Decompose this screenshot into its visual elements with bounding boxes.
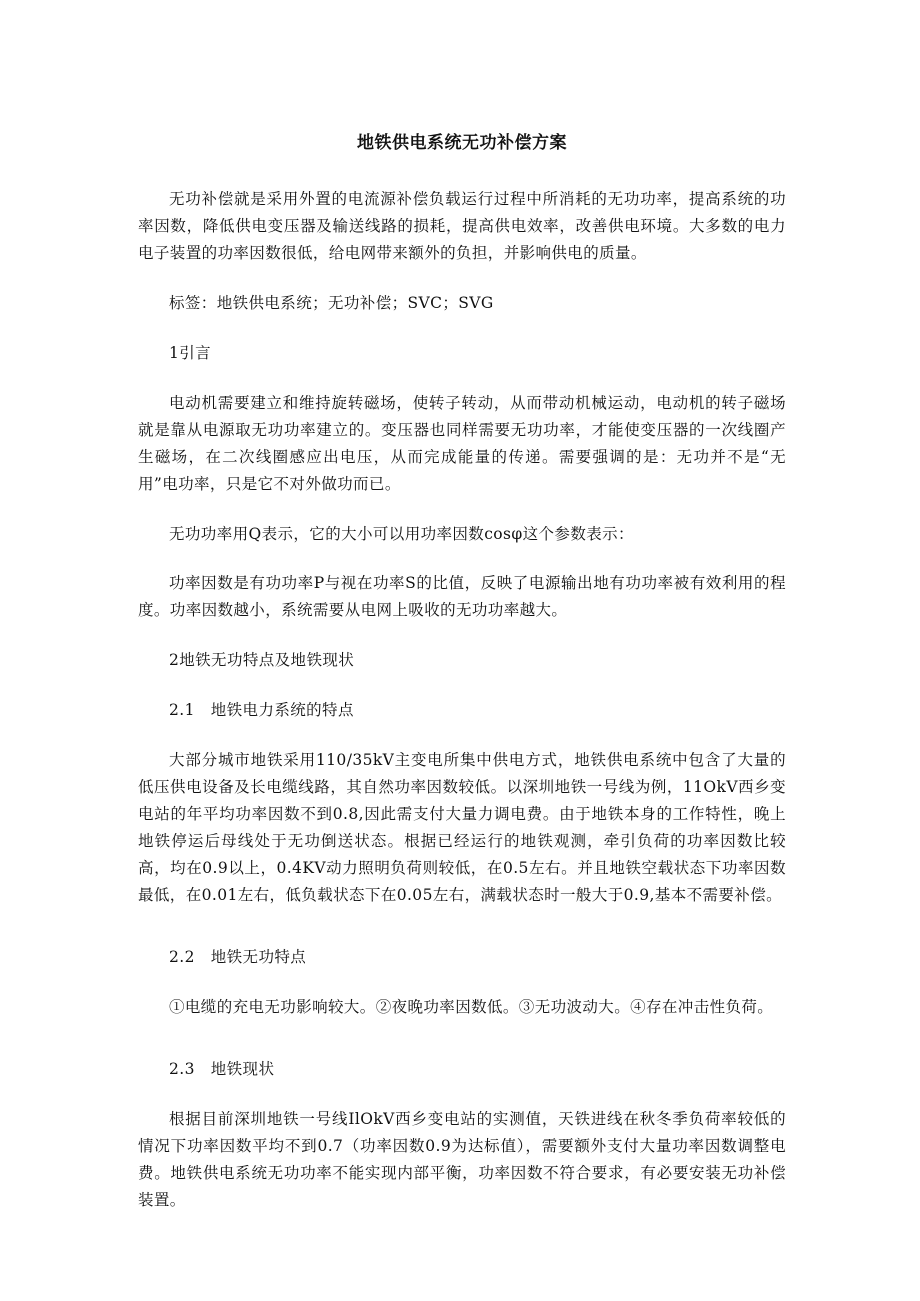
intro-paragraph-3: 功率因数是有功功率P与视在功率S的比值，反映了电源输出地有功功率被有效利用的程度。功率因数越小，系统需要从电网上吸收的无功功率越大。 <box>138 574 786 619</box>
abstract-paragraph: 无功补偿就是采用外置的电流源补偿负载运行过程中所消耗的无功功率，提高系统的功率因数，降低供电变压器及输送线路的损耗，提高供电效率，改善供电环境。大多数的电力电子装置的功率因数很低，给电网带来额外的负担，并影响供电的质量。 <box>138 190 786 262</box>
document-title: 地铁供电系统无功补偿方案 <box>357 133 567 153</box>
intro-paragraph-1: 电动机需要建立和维持旋转磁场，使转子转动，从而带动机械运动，电动机的转子磁场就是靠从电源取无功功率建立的。变压器也同样需要无功功率，才能使变压器的一次线圈产生磁场，在二次线圈感应出电压，从而完成能量的传递。需要强调的是：无功并不是“无用”电功率，只是它不对外做功而已。 <box>138 394 786 493</box>
subsection-2-3-paragraph: 根据目前深圳地铁一号线IlOkV西乡变电站的实测值，天铁进线在秋冬季负荷率较低的情况下功率因数平均不到0.7（功率因数0.9为达标值），需要额外支付大量功率因数调整电费。地铁供电系统无功功率不能实现内部平衡，功率因数不符合要求，有必要安装无功补偿装置。 <box>138 1110 786 1209</box>
section-heading-introduction: 1引言 <box>169 344 212 362</box>
subsection-heading-2-3: 2.3 地铁现状 <box>169 1060 275 1078</box>
keywords-line: 标签：地铁供电系统；无功补偿；SVC；SVG <box>169 294 494 312</box>
intro-paragraph-2: 无功功率用Q表示，它的大小可以用功率因数cosφ这个参数表示： <box>169 525 634 543</box>
subsection-heading-2-1: 2.1 地铁电力系统的特点 <box>169 701 354 719</box>
subsection-2-2-paragraph: ①电缆的充电无功影响较大。②夜晚功率因数低。③无功波动大。④存在冲击性负荷。 <box>169 998 774 1016</box>
subsection-2-1-paragraph: 大部分城市地铁采用110/35kV主变电所集中供电方式，地铁供电系统中包含了大量的低压供电设备及长电缆线路，其自然功率因数较低。以深圳地铁一号线为例，11OkV西乡变电站的年平均功率因数不到0.8,因此需支付大量力调电费。由于地铁本身的工作特性，晚上地铁停运后母线处于无功倒送状态。根据已经运行的地铁观测，牵引负荷的功率因数比较高，均在0.9以上，0.4KV动力照明负荷则较低，在0.5左右。并且地铁空载状态下功率因数最低，在0.01左右，低负载状态下在0.05左右，满载状态时一般大于0.9,基本不需要补偿。 <box>138 751 786 904</box>
subsection-heading-2-2: 2.2 地铁无功特点 <box>169 948 307 966</box>
document-page <box>138 128 786 1214</box>
section-heading-2: 2地铁无功特点及地铁现状 <box>169 651 355 669</box>
